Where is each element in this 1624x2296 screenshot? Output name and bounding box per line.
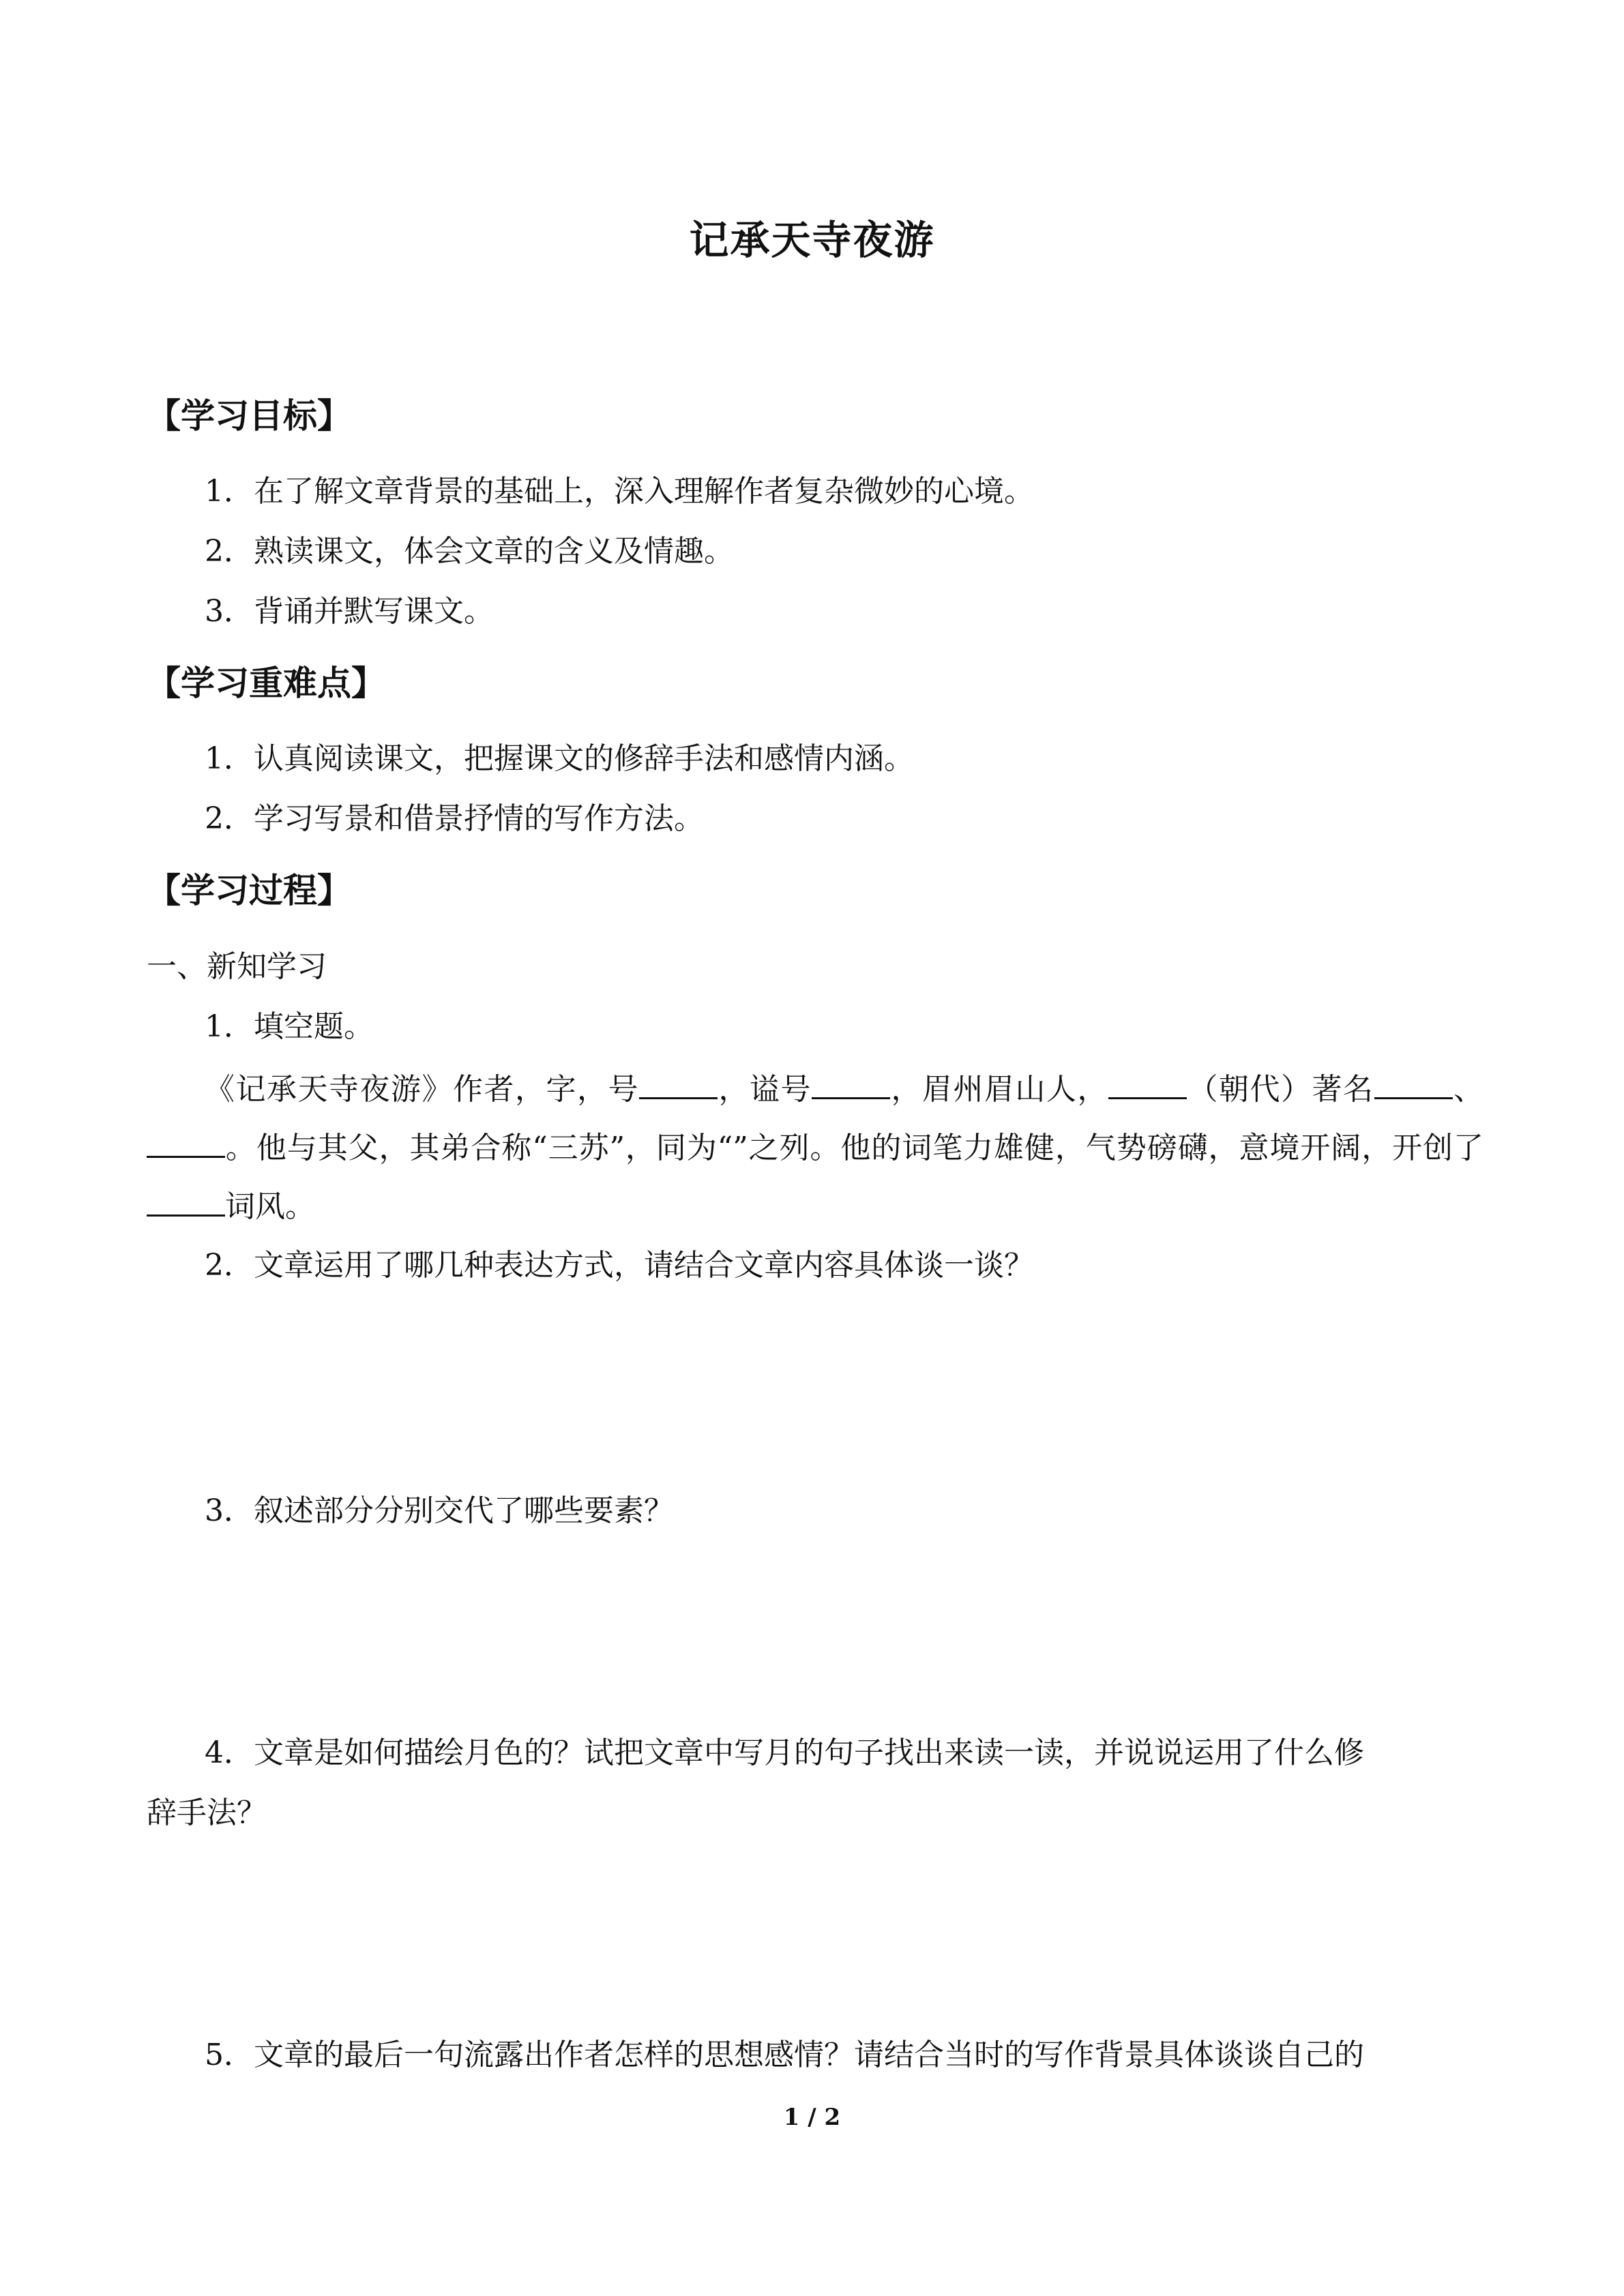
page-number: 1 / 2 bbox=[783, 2104, 841, 2131]
answer-blank[interactable] bbox=[1374, 1073, 1453, 1099]
part-heading: 一、新知学习 bbox=[147, 949, 327, 984]
section-heading-process: 【学习过程】 bbox=[147, 871, 351, 910]
section-heading-key-points: 【学习重难点】 bbox=[147, 664, 385, 703]
answer-blank[interactable] bbox=[1108, 1073, 1187, 1099]
key-point-item: 2．学习写景和借景抒情的写作方法。 bbox=[205, 801, 704, 836]
question-1-label: 1．填空题。 bbox=[205, 1009, 374, 1044]
fill-in-paragraph: 《记承天寺夜游》作者，字，号 ，谥号 ，眉州眉山人， （朝代）著名 、。他与其父，其弟合称“三苏”，同为“”之列。他的词笔力雄健，气势磅礴，意境开阔，开创了词风。 bbox=[147, 1060, 1483, 1236]
answer-blank[interactable] bbox=[639, 1073, 718, 1099]
question-4-continued: 辞手法？ bbox=[147, 1795, 267, 1830]
answer-blank[interactable] bbox=[812, 1073, 890, 1099]
page-title: 记承天寺夜游 bbox=[689, 217, 935, 263]
question-2: 2．文章运用了哪几种表达方式，请结合文章内容具体谈一谈？ bbox=[205, 1248, 1034, 1283]
question-5: 5．文章的最后一句流露出作者怎样的思想感情？请结合当时的写作背景具体谈谈自己的 bbox=[205, 2038, 1364, 2072]
question-4: 4．文章是如何描绘月色的？试把文章中写月的句子找出来读一读，并说说运用了什么修 bbox=[205, 1735, 1364, 1770]
goal-item: 3．背诵并默写课文。 bbox=[205, 594, 494, 629]
section-heading-goals: 【学习目标】 bbox=[147, 396, 351, 436]
answer-blank[interactable] bbox=[147, 1190, 225, 1217]
answer-blank[interactable] bbox=[147, 1131, 225, 1158]
key-point-item: 1．认真阅读课文，把握课文的修辞手法和感情内涵。 bbox=[205, 741, 914, 776]
goal-item: 1．在了解文章背景的基础上，深入理解作者复杂微妙的心境。 bbox=[205, 474, 1034, 509]
question-3: 3．叙述部分分别交代了哪些要素？ bbox=[205, 1493, 674, 1528]
goal-item: 2．熟读课文，体会文章的含义及情趣。 bbox=[205, 534, 734, 569]
